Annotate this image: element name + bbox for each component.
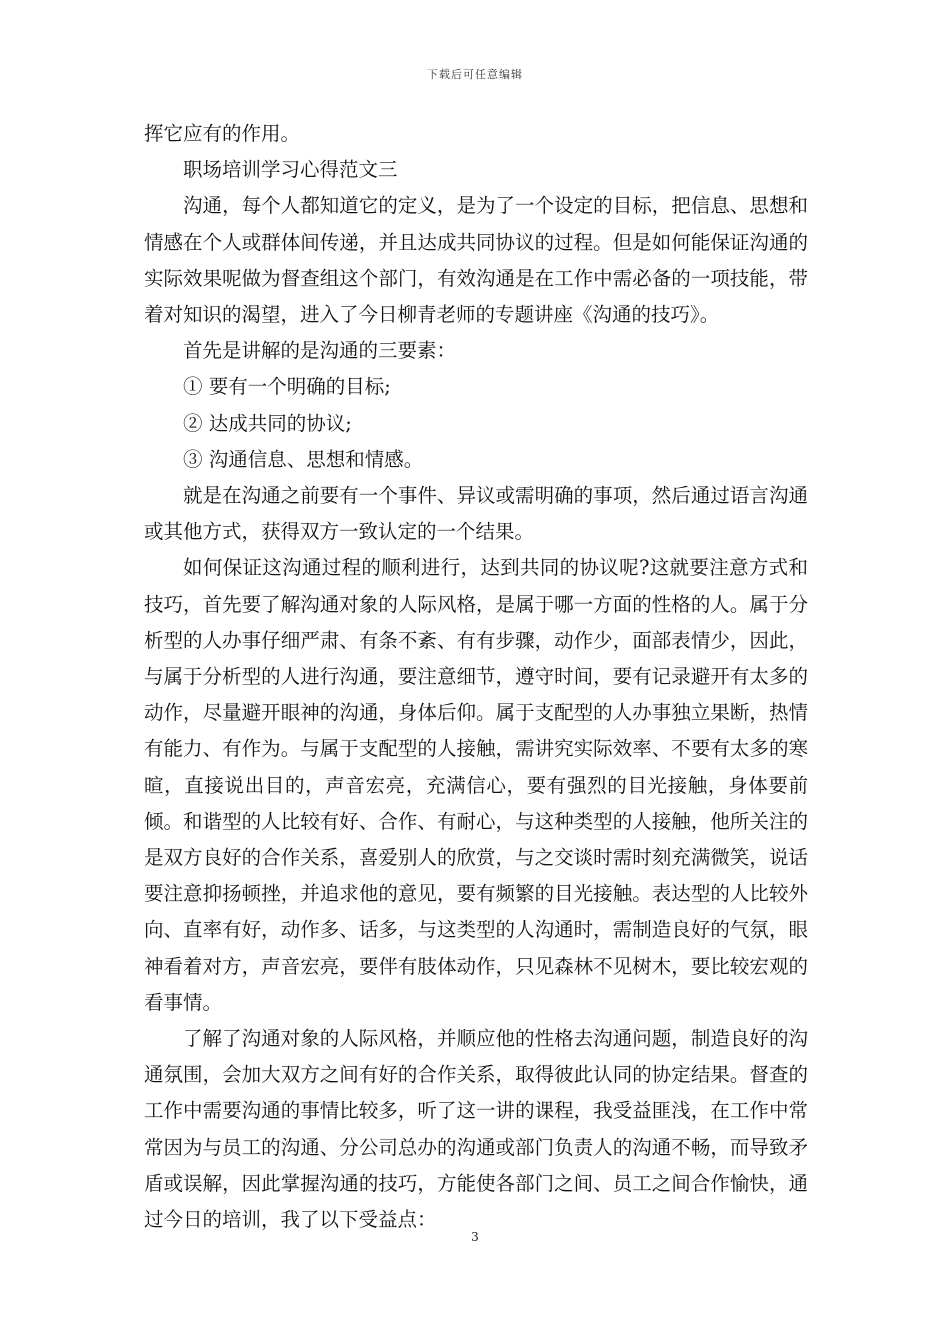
paragraph-three-elements: 首先是讲解的是沟通的三要素： bbox=[183, 339, 457, 363]
page-header: 下载后可任意编辑 bbox=[427, 68, 523, 81]
paragraph-summary: 就是在沟通之前要有一个事件、异议或需明确的事项，然后通过语言沟通或其他方式，获得双方一致认定的一个结果。 bbox=[144, 484, 808, 544]
section-title: 职场培训学习心得范文三 bbox=[183, 158, 398, 182]
page-number: 3 bbox=[471, 1230, 479, 1244]
paragraph-continuation: 挥它应有的作用。 bbox=[144, 122, 301, 145]
document-body bbox=[144, 116, 808, 1238]
list-item-1: ① 要有一个明确的目标; bbox=[183, 375, 391, 399]
list-item-3: ③ 沟通信息、思想和情感。 bbox=[183, 447, 424, 471]
paragraph-conclusion: 了解了沟通对象的人际风格，并顺应他的性格去沟通问题，制造良好的沟通氛围，会加大双方之间有好的合作关系，取得彼此认同的协定结果。督查的工作中需要沟通的事情比较多，听了这一讲的课程，我受益匪浅，在工作中常常因为与员工的沟通、分公司总办的沟通或部门负责人的沟通不畅，而导致矛盾或误解，因此掌握沟通的技巧，方能使各部门之间、员工之间合作愉快，通过今日的培训，我了以下受益点： bbox=[144, 1027, 808, 1232]
list-item-2: ② 达成共同的协议; bbox=[183, 411, 352, 435]
paragraph-intro: 沟通，每个人都知道它的定义，是为了一个设定的目标，把信息、思想和情感在个人或群体间传递，并且达成共同协议的过程。但是如何能保证沟通的实际效果呢做为督查组这个部门，有效沟通是在工作中需必备的一项技能，带着对知识的渴望，进入了今日柳青老师的专题讲座《沟通的技巧》。 bbox=[144, 194, 808, 327]
paragraph-styles: 如何保证这沟通过程的顺利进行，达到共同的协议呢?这就要注意方式和技巧，首先要了解沟通对象的人际风格，是属于哪一方面的性格的人。属于分析型的人办事仔细严肃、有条不紊、有有步骤，动作少，面部表情少，因此，与属于分析型的人进行沟通，要注意细节，遵守时间，要有记录避开有太多的动作，尽量避开眼神的沟通，身体后仰。属于支配型的人办事独立果断，热情有能力、有作为。与属于支配型的人接触，需讲究实际效率、不要有太多的寒暄，直接说出目的，声音宏亮，充满信心，要有强烈的目光接触，身体要前倾。和谐型的人比较有好、合作、有耐心，与这种类型的人接触，他所关注的是双方良好的合作关系，喜爱别人的欣赏，与之交谈时需时刻充满微笑，说话要注意抑扬顿挫，并追求他的意见，要有频繁的目光接触。表达型的人比较外向、直率有好，动作多、话多，与这类型的人沟通时，需制造良好的气氛，眼神看着对方，声音宏亮，要伴有肢体动作，只见森林不见树木，要比较宏观的看事情。 bbox=[144, 556, 808, 1014]
